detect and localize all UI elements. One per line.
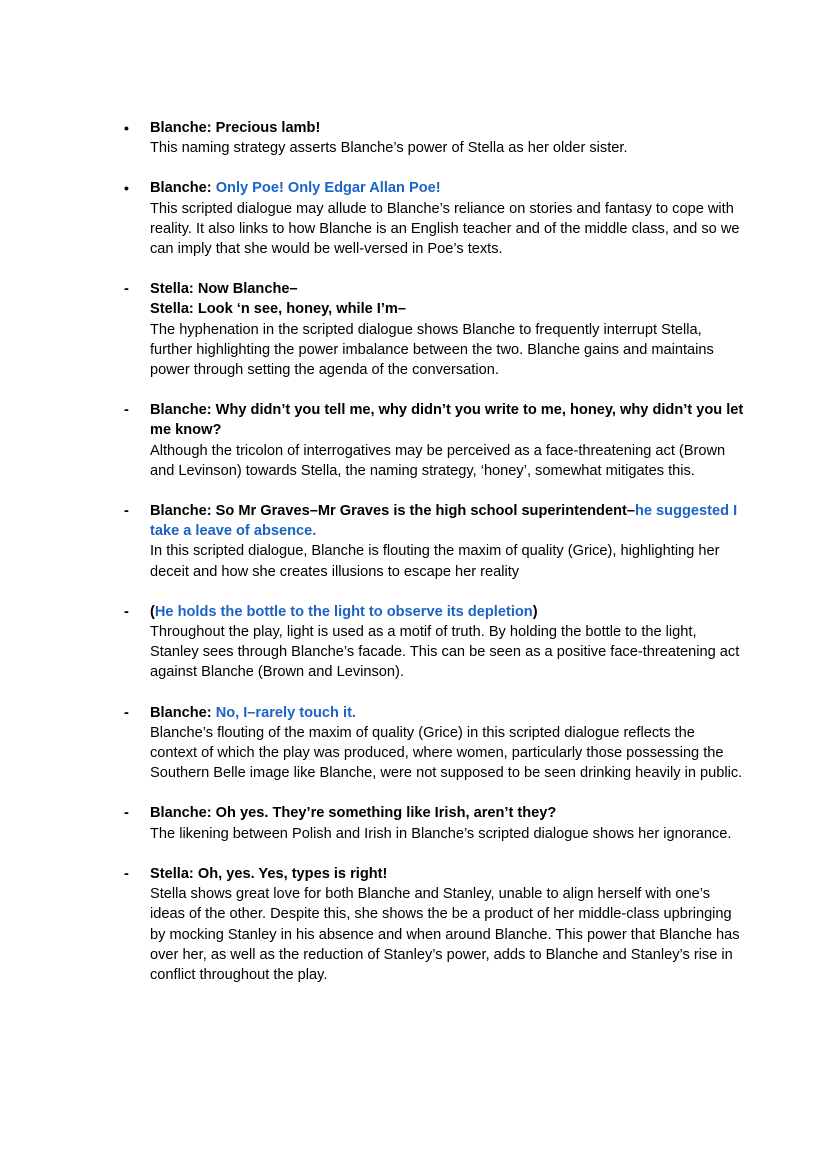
quote-text: Stella: Oh, yes. Yes, types is right! xyxy=(150,865,388,882)
quote-text: ) xyxy=(532,603,538,620)
dialogue-quote xyxy=(150,178,744,198)
dialogue-quote xyxy=(150,118,744,138)
dash-marker: - xyxy=(124,704,129,721)
list-item xyxy=(124,864,744,985)
dash-marker: - xyxy=(124,805,129,822)
dash-marker: - xyxy=(124,865,129,882)
dialogue-quote xyxy=(150,803,744,823)
dash-marker: - xyxy=(124,402,129,419)
quote-text: Stella: Look ‘n see, honey, while I’m– xyxy=(150,301,406,318)
bullet-marker: • xyxy=(124,180,129,197)
analysis-text: Although the tricolon of interrogatives may be perceived as a face-threatening act (Brown and Levinson) towards Stella, the naming strategy, ‘honey’, somewhat mitigates this. xyxy=(150,442,726,479)
analysis-text: Throughout the play, light is used as a motif of truth. By holding the bottle to the light, Stanley sees through Blanche’s facade. This can be seen as a positive face-threatening act against Blanche (Brown and Levinson). xyxy=(150,624,740,681)
analysis-text: The likening between Polish and Irish in Blanche’s scripted dialogue shows her ignorance. xyxy=(150,825,732,842)
quote-highlight: No, I–rarely touch it. xyxy=(215,704,356,721)
dialogue-quote xyxy=(150,400,744,440)
dialogue-quote xyxy=(150,864,744,884)
list-item xyxy=(124,602,744,683)
analysis-text: Stella shows great love for both Blanche and Stanley, unable to align herself with one’s ideas of the other. Despite this, she shows the be a product of her middle-class upbringing by mocking Stanley in his absence and when around Blanche. This power that Blanche has over her, as well as the reduction of Stanley’s power, adds to Blanche and Stanley’s rise in conflict throughout the play. xyxy=(150,886,740,983)
dialogue-quote xyxy=(150,501,744,541)
list-item xyxy=(124,279,744,380)
list-item xyxy=(124,118,744,158)
dash-marker: - xyxy=(124,503,129,520)
dialogue-quote xyxy=(150,703,744,723)
list-item xyxy=(124,178,744,259)
dialogue-quote xyxy=(150,279,744,299)
list-item xyxy=(124,501,744,582)
quote-text: Blanche: Precious lamb! xyxy=(150,120,321,136)
analysis-list xyxy=(124,118,744,1005)
quote-highlight: he suggested I take a leave of absence. xyxy=(150,503,738,540)
quote-text: Blanche: xyxy=(150,704,216,721)
analysis-text: Blanche’s flouting of the maxim of quality (Grice) in this scripted dialogue reflects the context of which the play was produced, where women, particularly those possessing the Southern Belle image like Blanche, were not supposed to be seen drinking heavily in public. xyxy=(150,724,743,782)
list-item xyxy=(124,803,744,843)
dialogue-quote xyxy=(150,602,744,622)
quote-highlight: He holds the bottle to the light to observe its depletion xyxy=(154,603,533,620)
quote-text: Blanche: Why didn’t you tell me, why didn’t you write to me, honey, why didn’t you let me know? xyxy=(150,402,744,439)
dash-marker: - xyxy=(124,281,129,298)
dialogue-quote xyxy=(150,299,744,319)
analysis-text: The hyphenation in the scripted dialogue shows Blanche to frequently interrupt Stella, further highlighting the power imbalance between the two. Blanche gains and maintains power through setting the agenda of the conversation. xyxy=(150,321,714,379)
list-item xyxy=(124,400,744,481)
dash-marker: - xyxy=(124,603,129,620)
quote-text: ( xyxy=(150,603,155,620)
bullet-marker: • xyxy=(124,120,129,136)
list-item xyxy=(124,703,744,784)
analysis-text: This naming strategy asserts Blanche’s power of Stella as her older sister. xyxy=(150,140,628,157)
quote-text: Blanche: So Mr Graves–Mr Graves is the high school superintendent– xyxy=(150,503,635,520)
quote-highlight: Only Poe! Only Edgar Allan Poe! xyxy=(215,180,441,197)
quote-text: Blanche: xyxy=(150,180,216,197)
quote-text: Blanche: Oh yes. They’re something like Irish, aren’t they? xyxy=(150,805,557,822)
quote-text: Stella: Now Blanche– xyxy=(150,281,298,298)
analysis-text: In this scripted dialogue, Blanche is flouting the maxim of quality (Grice), highlighting her deceit and how she creates illusions to escape her reality xyxy=(150,543,720,580)
analysis-text: This scripted dialogue may allude to Blanche’s reliance on stories and fantasy to cope with reality. It also links to how Blanche is an English teacher and of the middle class, and so we can imply that she would be well-versed in Poe’s texts. xyxy=(150,200,740,258)
